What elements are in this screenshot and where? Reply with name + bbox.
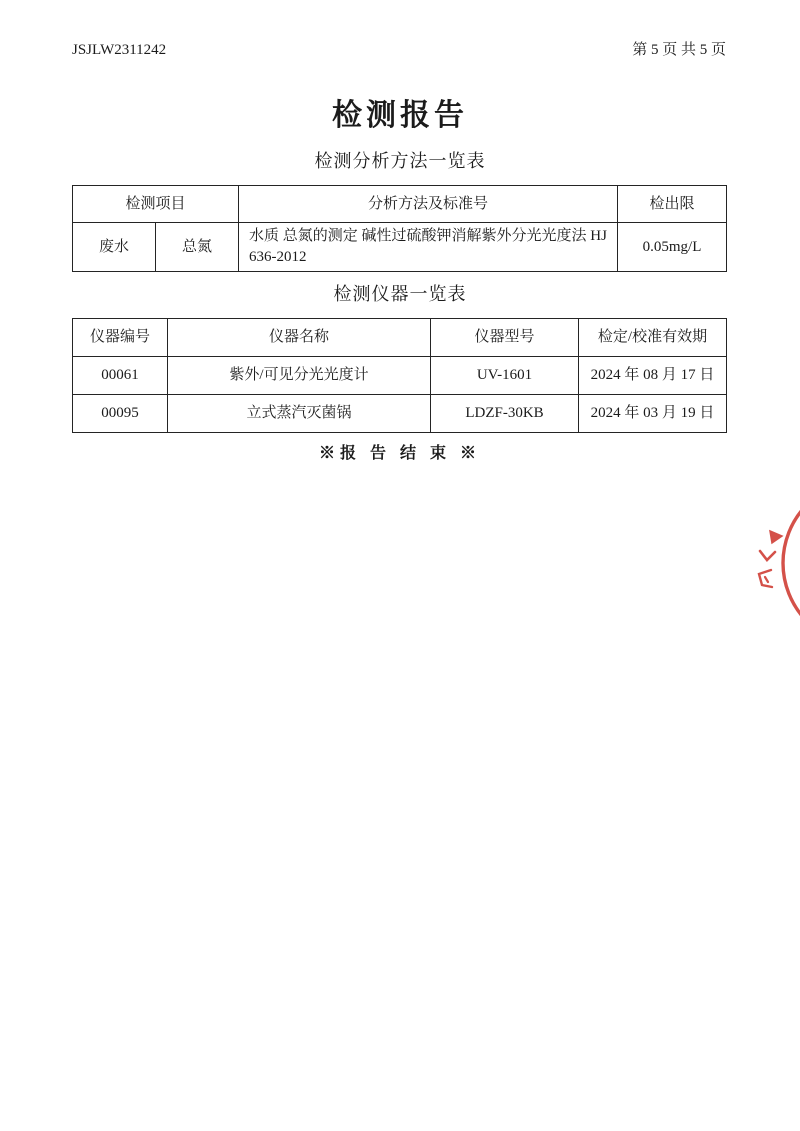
instrument-name-cell: 立式蒸汽灭菌锅 (168, 395, 431, 433)
calibration-date-cell: 2024 年 08 月 17 日 (579, 357, 727, 395)
method-table-header-row (73, 186, 727, 223)
instrument-id-cell: 00095 (73, 395, 168, 433)
method-table (72, 185, 727, 272)
document-header (0, 0, 800, 59)
header-method-standard: 分析方法及标准号 (239, 186, 618, 223)
header-test-item: 检测项目 (73, 186, 239, 223)
method-table-row (73, 223, 727, 272)
header-instrument-name: 仪器名称 (168, 319, 431, 357)
instrument-table-header-row (73, 319, 727, 357)
page-title: 检测报告 (332, 99, 468, 132)
parameter-cell: 总氮 (156, 223, 239, 272)
instrument-table (72, 318, 727, 433)
header-instrument-model: 仪器型号 (431, 319, 579, 357)
header-calibration-validity: 检定/校准有效期 (579, 319, 727, 357)
calibration-date-cell: 2024 年 03 月 19 日 (579, 395, 727, 433)
report-end-note: ※报 告 结 束 ※ (318, 445, 481, 462)
instrument-row (73, 395, 727, 433)
report-number: JSJLW2311242 (72, 42, 167, 58)
header-instrument-id: 仪器编号 (73, 319, 168, 357)
page-indicator: 第 5 页 共 5 页 (632, 42, 726, 58)
instrument-model-cell: LDZF-30KB (431, 395, 579, 433)
instrument-row (73, 357, 727, 395)
detection-limit-cell: 0.05mg/L (618, 223, 727, 272)
sample-type-cell: 废水 (73, 223, 156, 272)
red-seal-stamp-partial (754, 498, 800, 638)
method-cell: 水质 总氮的测定 碱性过硫酸钾消解紫外分光光度法 HJ 636-2012 (239, 223, 618, 272)
instrument-table-caption: 检测仪器一览表 (333, 284, 467, 304)
header-detection-limit: 检出限 (618, 186, 727, 223)
instrument-id-cell: 00061 (73, 357, 168, 395)
method-table-caption: 检测分析方法一览表 (314, 151, 486, 171)
instrument-model-cell: UV-1601 (431, 357, 579, 395)
instrument-name-cell: 紫外/可见分光光度计 (168, 357, 431, 395)
